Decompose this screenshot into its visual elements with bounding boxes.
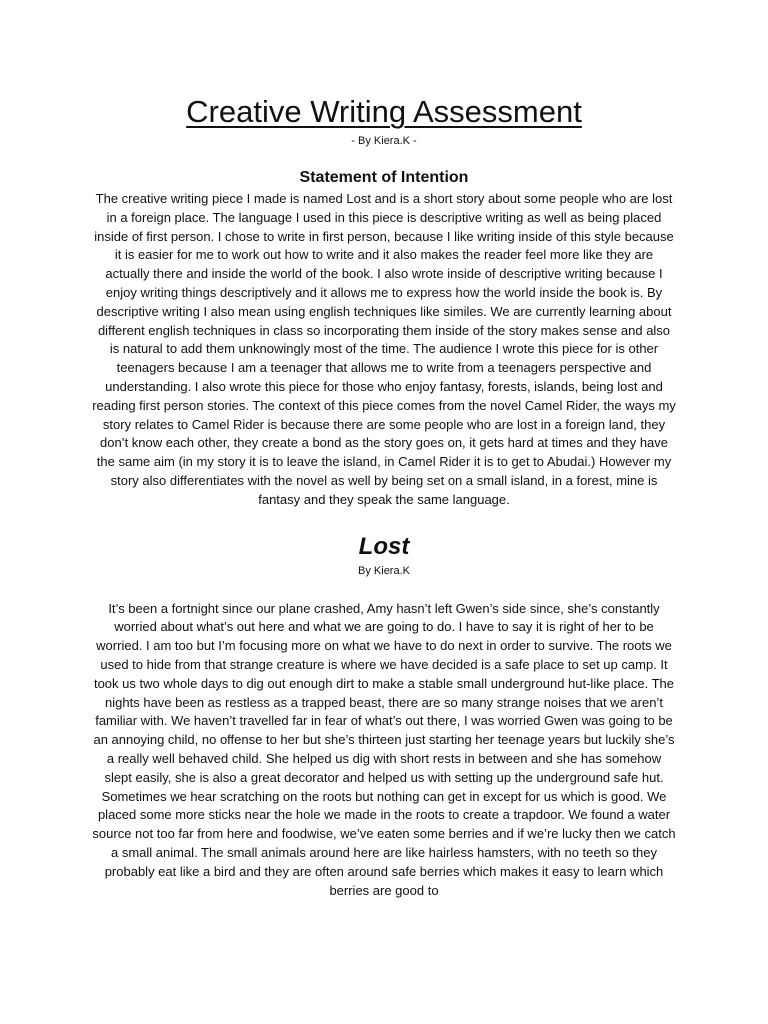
story-byline: By Kiera.K — [358, 564, 410, 577]
story-title: Lost — [358, 532, 410, 560]
story-paragraph: It’s been a fortnight since our plane crashed, Amy hasn’t left Gwen’s side since, she’s constantly worried about what’s out here and what we are going to do. I have to say it is right of her to be worried. I am too but I’m focusing more on what we have to do next in order to survive. The roots we used to hide from that strange creature is where we have decided is a safe place to set up camp. It took us two whole days to dig out enough dirt to make a stable small underground hut-like place. The nights have been as restless as a trapped beast, there are so many strange noises that we aren’t familiar with. We haven’t travelled far in fear of what’s out there, I was worried Gwen was going to be an annoying child, no offense to her but she’s thirteen just starting her teenage years but luckily she’s a really well behaved child. She helped us dig with short rests in between and she has somehow slept easily, she is also a great decorator and helped us with setting up the underground safe hut. Sometimes we hear scratching on the roots but nothing can get in except for us which is good. We placed some more sticks near the hole we made in the roots to create a trapdoor. We found a water source not too far from here and foodwise, we’ve eaten some berries and if we’re lucky then we catch a small animal. The small animals around here are like hairless hamsters, with no teeth so they probably eat like a bird and they are often around safe berries which makes it easy to learn which berries are good to — [92, 600, 676, 898]
document-title: Creative Writing Assessment — [186, 94, 582, 129]
statement-paragraph: The creative writing piece I made is named Lost and is a short story about some people who are lost in a foreign place. The language I used in this piece is descriptive writing as well as being placed inside of first person. I chose to write in first person, because I like writing inside of this style because it is easier for me to work out how to write and it also makes the reader feel more like they are actually there and inside the world of the book. I also wrote inside of descriptive writing because I enjoy writing things descriptively and it allows me to express how the world inside the book is. By descriptive writing I also mean using english techniques like similes. We are currently learning about different english techniques in class so incorporating them inside of the story makes sense and also is natural to add them unknowingly most of the time. The audience I wrote this piece for is other teenagers because I am a teenager that allows me to write from a teenagers perspective and understanding. I also wrote this piece for those who enjoy fantasy, forests, islands, being lost and reading first person stories. The context of this piece comes from the novel Camel Rider, the ways my story relates to Camel Rider is because there are some people who are lost in a foreign land, they don’t know each other, they create a bond as the story goes on, it gets hard at times and they have the same aim (in my story it is to leave the island, in Camel Rider it is to get to Abudai.) However my story also differentiates with the novel as well by being set on a small island, in a forest, mine is fantasy and they speak the same language. — [92, 191, 676, 507]
statement-heading: Statement of Intention — [299, 169, 469, 186]
document-byline: - By Kiera.K - — [351, 135, 417, 147]
